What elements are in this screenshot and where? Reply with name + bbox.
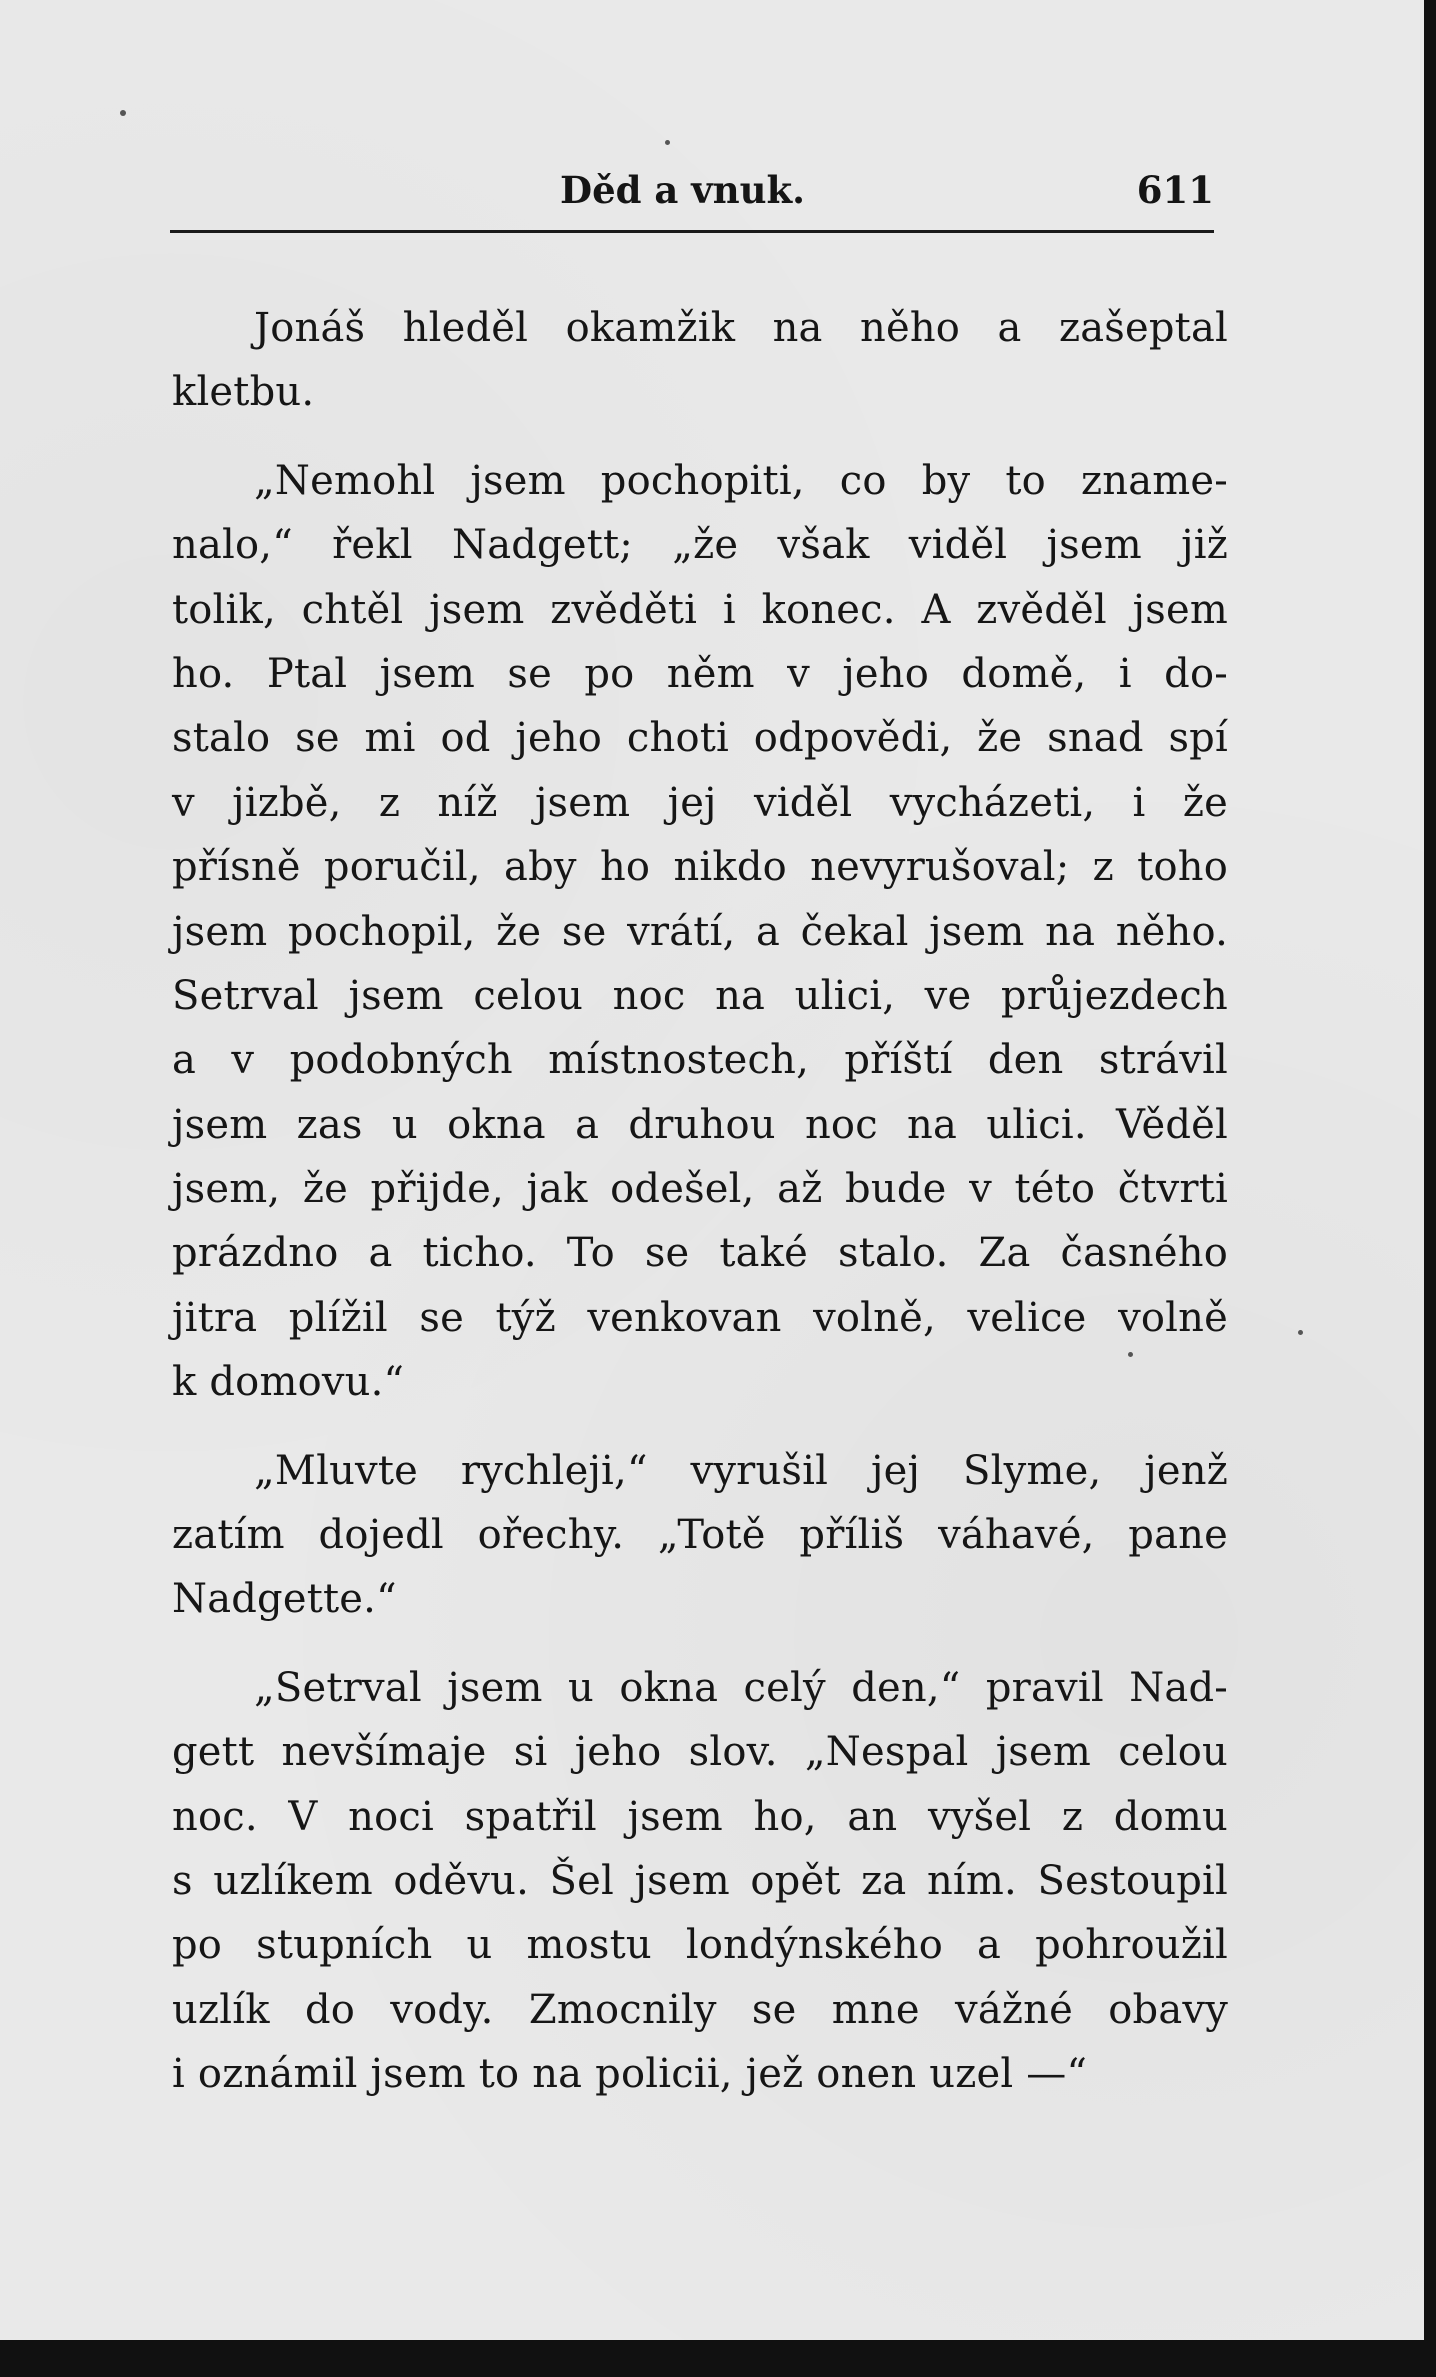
text-line: s uzlíkem oděvu. Šel jsem opět za ním. Sestoupil [172,1857,1228,1904]
text-line: nalo,“ řekl Nadgett; „že však viděl jsem již [172,522,1228,569]
paper-speck [665,140,670,145]
paper-speck [1298,1330,1303,1335]
text-line: jsem, že přijde, jak odešel, až bude v této čtvrti [172,1166,1228,1213]
text-line: „Setrval jsem u okna celý den,“ pravil Nad- [254,1664,1228,1711]
text-line: i oznámil jsem to na policii, jež onen uzel —“ [172,2051,1088,2098]
paragraph-gap [172,425,1228,449]
scan-edge-bottom [0,2340,1436,2377]
text-line: „Mluvte rychleji,“ vyrušil jej Slyme, jenž [254,1447,1228,1494]
text-line: k domovu.“ [172,1359,405,1406]
text-line: uzlík do vody. Zmocnily se mne vážné obavy [172,1986,1228,2033]
header-rule [170,230,1214,233]
text-line: gett nevšímaje si jeho slov. „Nespal jsem celou [172,1729,1228,1776]
text-line: jsem pochopil, že se vrátí, a čekal jsem na něho. [172,908,1228,955]
text-line: „Nemohl jsem pochopiti, co by to zname- [254,457,1228,504]
text-line: po stupních u mostu londýnského a pohroužil [172,1922,1228,1969]
paragraph-gap [172,1632,1228,1656]
text-line: prázdno a ticho. To se také stalo. Za časného [172,1230,1228,1277]
text-line: noc. V noci spatřil jsem ho, an vyšel z domu [172,1793,1228,1840]
text-line: Nadgette.“ [172,1576,397,1623]
paper-speck [1128,1352,1133,1357]
page-number: 611 [1136,168,1214,212]
text-line: v jizbě, z níž jsem jej viděl vycházeti, i že [172,779,1228,826]
text-line: zatím dojedl ořechy. „Totě příliš váhavé, pane [172,1512,1228,1559]
paper-speck [120,110,126,116]
text-line: stalo se mi od jeho choti odpovědi, že snad spí [172,715,1228,762]
text-line: a v podobných místnostech, příští den strávil [172,1037,1228,1084]
text-line: jsem zas u okna a druhou noc na ulici. Věděl [172,1101,1228,1148]
text-line: Jonáš hleděl okamžik na něho a zašeptal [254,305,1228,351]
page-header [170,168,1214,218]
running-title: Děd a vnuk. [560,168,806,212]
text-line: ho. Ptal jsem se po něm v jeho domě, i do- [172,650,1228,697]
scan-edge-right [1424,0,1436,2377]
text-line: kletbu. [172,369,315,416]
text-line: Setrval jsem celou noc na ulici, ve průjezdech [172,972,1228,1019]
paragraph-gap [172,1415,1228,1439]
body-text [172,296,1228,2107]
text-line: přísně poručil, aby ho nikdo nevyrušoval; z toho [172,844,1228,891]
text-line: tolik, chtěl jsem zvěděti i konec. A zvěděl jsem [172,586,1228,633]
text-line: jitra plížil se týž venkovan volně, velice volně [172,1294,1228,1341]
